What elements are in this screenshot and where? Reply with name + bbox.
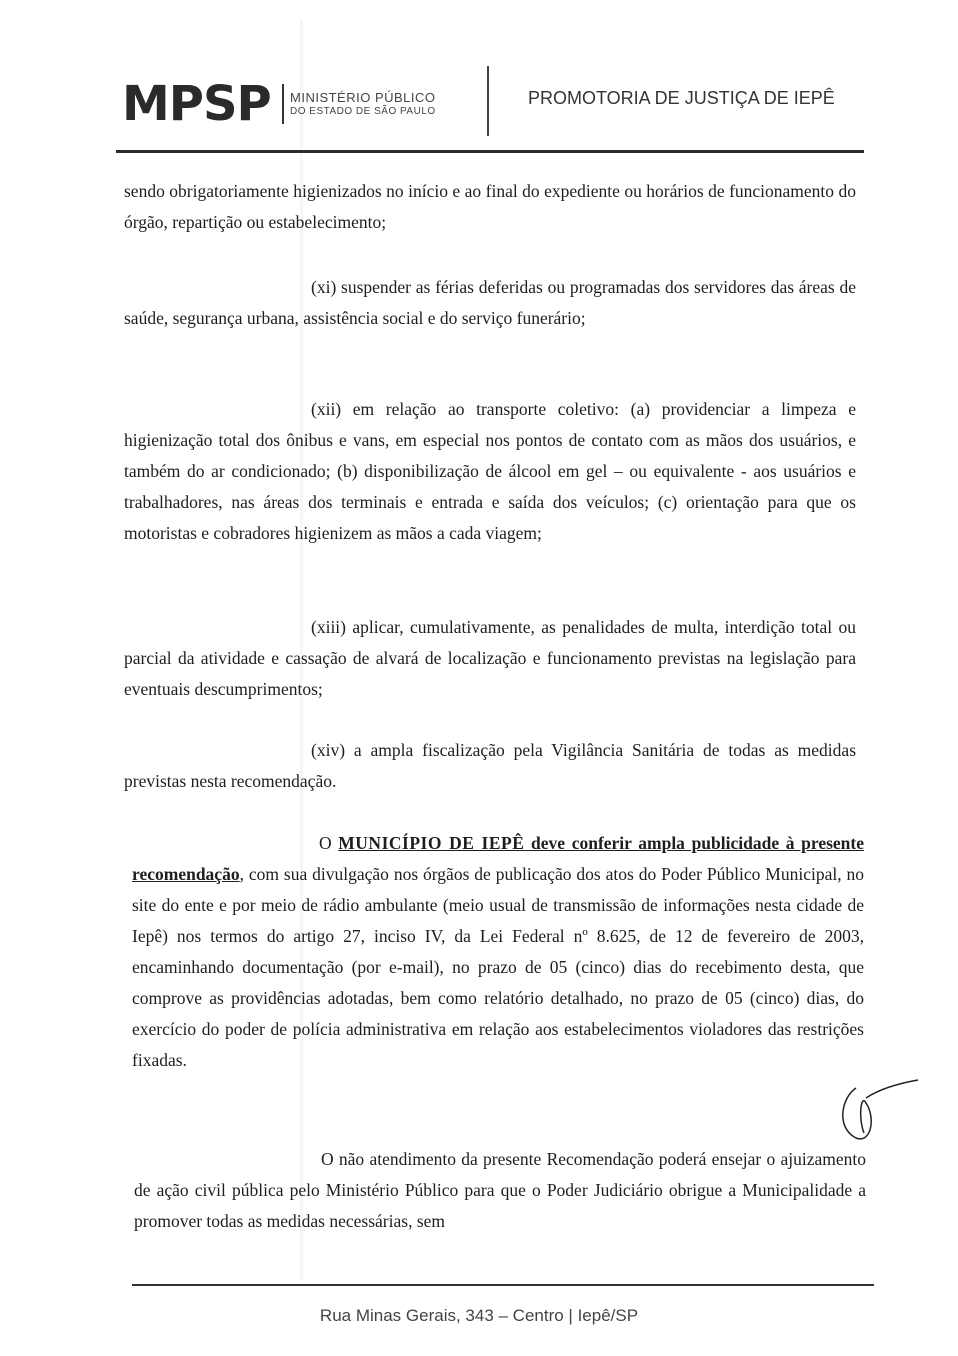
paragraph-xiv: (xiv) a ampla fiscalização pela Vigilância Sanitária de todas as medidas previstas nesta recomendação. xyxy=(124,740,856,791)
publicity-intro: O xyxy=(319,833,339,853)
logo-divider xyxy=(282,84,284,124)
header-rule xyxy=(116,150,864,153)
publicity-obligation: deve conferir ampla publicidade à presente recomendação xyxy=(132,833,864,884)
header-title: PROMOTORIA DE JUSTIÇA DE IEPÊ xyxy=(528,88,835,108)
org-name-line2: DO ESTADO DE SÃO PAULO xyxy=(290,106,436,117)
publicity-details: , com sua divulgação nos órgãos de publicação dos atos do Poder Público Municipal, no site do ente e por meio de rádio ambulante (meio usual de transmissão de informações nesta cidade de Iepê) nos termos do artigo 27, inciso IV, da Lei Federal nº 8.625, de 12 de fevereiro de 2003, encaminhando documentação (por e-mail), no prazo de 05 (cinco) dias do recebimento desta, que comprove as providências adotadas, bem como relatório detalhado, no prazo de 05 (cinco) dias, do exercício do poder de polícia administrativa em relação aos estabelecimentos violadores das restrições fixadas. xyxy=(132,864,864,1070)
paragraph-publicity xyxy=(132,828,864,1076)
paragraph-xii: (xii) em relação ao transporte coletivo: (a) providenciar a limpeza e higienização total dos ônibus e vans, em especial nos pontos de contato com as mãos dos usuários, e também do ar condicionado; (b) disponibilização de álcool em gel – ou equivalente - aos usuários e trabalhadores, nas áreas dos terminais e entrada e saída dos veículos; (c) orientação para que os motoristas e cobradores higienizem as mãos a cada viagem; xyxy=(124,399,856,543)
municipality-name: MUNICÍPIO DE IEPÊ xyxy=(338,833,525,853)
header-divider xyxy=(487,66,489,136)
paragraph-non-compliance: O não atendimento da presente Recomendação poderá ensejar o ajuizamento de ação civil pública pelo Ministério Público para que o Poder Judiciário obrigue a Municipalidade a promover todas as medidas necessárias, sem xyxy=(134,1149,866,1231)
signature-mark xyxy=(836,1078,926,1148)
paragraph-1: sendo obrigatoriamente higienizados no início e ao final do expediente ou horários de funcionamento do órgão, repartição ou estabelecimento; xyxy=(124,181,856,232)
paragraph-xi: (xi) suspender as férias deferidas ou programadas dos servidores das áreas de saúde, segurança urbana, assistência social e do serviço funerário; xyxy=(124,277,856,328)
mpsp-logo: MPSP xyxy=(122,76,271,132)
org-name-line1: MINISTÉRIO PÚBLICO xyxy=(290,90,436,105)
footer-rule xyxy=(132,1284,874,1286)
paragraph-xiii: (xiii) aplicar, cumulativamente, as penalidades de multa, interdição total ou parcial da atividade e cassação de alvará de localização e funcionamento previstas na legislação para eventuais descumprimentos; xyxy=(124,617,856,699)
footer-address: Rua Minas Gerais, 343 – Centro | Iepê/SP xyxy=(319,1306,639,1325)
